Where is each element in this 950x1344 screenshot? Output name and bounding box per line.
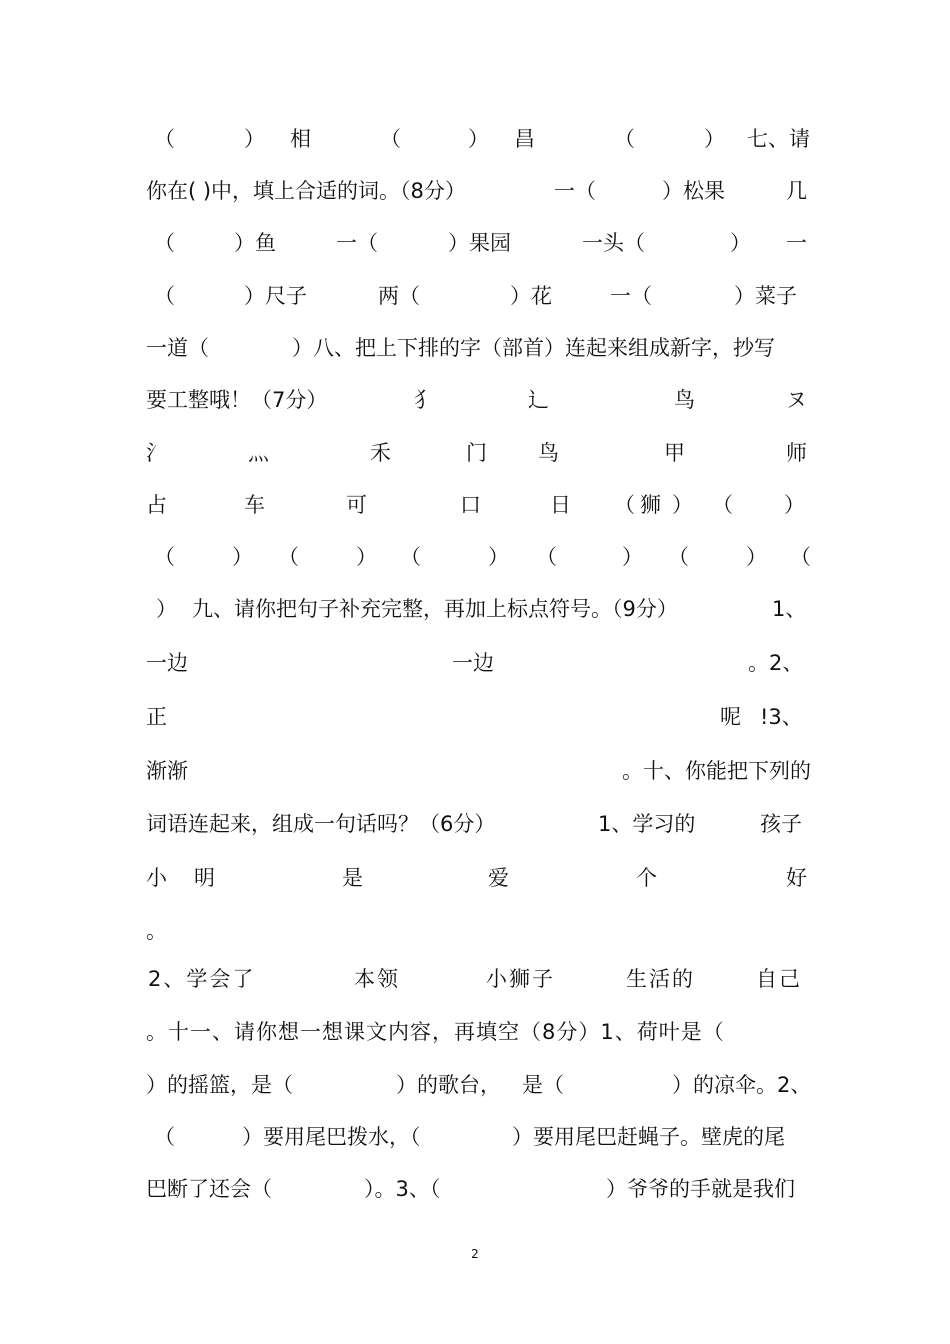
section-heading-10: 。十、你能把下列的 <box>622 759 811 783</box>
text-segment: !3、 <box>760 705 803 729</box>
bracket-open: （ <box>154 545 175 569</box>
text-segment: ）要用尾巴拨水，（ <box>242 1125 421 1149</box>
text-segment: 正 <box>146 705 167 729</box>
radical-char: 鸟 <box>538 441 559 465</box>
text-line-8 <box>146 488 806 522</box>
bracket-open: （ <box>668 545 689 569</box>
bracket-open: （ <box>380 127 401 151</box>
text-segment: ） <box>730 231 751 255</box>
text-segment: 小狮子 <box>486 967 555 991</box>
radical-char: 甲 <box>664 441 685 465</box>
bracket-open: （ <box>278 545 299 569</box>
section-heading-9: 九、请你把句子补充完整，再加上标点符号。（9分） <box>192 597 678 621</box>
text-segment: 个 <box>636 866 657 890</box>
radical-char: 禾 <box>370 441 391 465</box>
text-line-9 <box>146 540 811 574</box>
text-segment: ）爷爷的手就是我们 <box>606 1177 795 1201</box>
text-segment: 几 <box>786 179 807 203</box>
text-segment: ）尺子 <box>244 284 307 308</box>
text-segment: ）松果 <box>662 179 725 203</box>
text-segment: 一道（ <box>146 336 209 360</box>
text-segment: ）花 <box>510 284 552 308</box>
text-segment: 爱 <box>488 866 509 890</box>
bracket-open: （ <box>790 545 811 569</box>
text-segment: ）菜子 <box>734 284 797 308</box>
text-segment: 一边 <box>146 651 188 675</box>
text-segment: 要工整哦！（7分） <box>146 388 328 412</box>
section-heading-11: 。十一、请你想一想课文内容，再填空（8分）1、荷叶是（ <box>146 1020 725 1044</box>
text-segment: 一头（ <box>582 231 645 255</box>
radical-char: 犭 <box>414 388 435 412</box>
text-segment: 是（ <box>522 1073 564 1097</box>
bracket-close: ） <box>156 597 177 621</box>
radical-char: 师 <box>786 441 807 465</box>
text-line-5 <box>146 331 806 365</box>
bracket-open: （ <box>712 493 733 517</box>
text-segment: 是 <box>342 866 363 890</box>
text-segment: 。 <box>146 919 167 943</box>
text-segment: ）。3、（ <box>364 1177 441 1201</box>
text-line-11 <box>146 646 806 680</box>
text-segment: 你在( )中，填上合适的词。（8分） <box>146 179 466 203</box>
text-segment: ）的摇篮，是（ <box>146 1073 293 1097</box>
bracket-open: （ <box>614 493 635 517</box>
text-line-10 <box>146 592 806 626</box>
text-segment: （ <box>154 284 175 308</box>
text-segment: 。2、 <box>748 651 804 675</box>
bracket-close: ） <box>232 545 253 569</box>
text-segment: 一（ <box>336 231 378 255</box>
text-segment: 2、学会了 <box>148 967 256 991</box>
radical-char: 口 <box>460 493 481 517</box>
text-line-12 <box>146 700 806 734</box>
text-segment: 一边 <box>452 651 494 675</box>
section-heading-8: ）八、把上下排的字（部首）连起来组成新字，抄写 <box>292 336 775 360</box>
text-segment: 两（ <box>378 284 420 308</box>
text-segment: ）鱼 <box>234 231 276 255</box>
example-answer: 狮 <box>640 493 661 517</box>
radical-char: 氵 <box>146 441 167 465</box>
text-segment: 自己 <box>756 967 802 991</box>
bracket-close: ） <box>468 127 489 151</box>
radical-char: 灬 <box>248 441 269 465</box>
bracket-close: ） <box>704 127 725 151</box>
bracket-close: ） <box>622 545 643 569</box>
text-line-15 <box>146 861 806 895</box>
radical-char: 辶 <box>528 388 549 412</box>
bracket-close: ） <box>672 493 693 517</box>
text-segment: 本领 <box>354 967 400 991</box>
text-line-4 <box>146 279 806 313</box>
text-segment: 明 <box>194 866 215 890</box>
text-line-21 <box>146 1172 806 1206</box>
text-segment: （ <box>154 231 175 255</box>
text-line-19 <box>146 1068 812 1102</box>
text-line-7 <box>146 436 806 470</box>
radical-char: ヌ <box>786 388 807 412</box>
bracket-close: ） <box>488 545 509 569</box>
text-segment: ）果园 <box>448 231 511 255</box>
text-line-17 <box>146 962 806 996</box>
text-segment: 一（ <box>554 179 596 203</box>
bracket-open: （ <box>536 545 557 569</box>
text-segment: 昌 <box>514 127 535 151</box>
section-heading-7: 七、请 <box>747 127 810 151</box>
bracket-open: （ <box>154 127 175 151</box>
text-line-2 <box>146 174 806 208</box>
text-segment: 一（ <box>610 284 652 308</box>
text-segment: 生活的 <box>626 967 695 991</box>
text-segment: 呢 <box>720 705 741 729</box>
text-segment: ）要用尾巴赶蝇子。壁虎的尾 <box>512 1125 785 1149</box>
text-segment: ）的凉伞。2、 <box>672 1073 812 1097</box>
text-segment: 孩子 <box>760 812 802 836</box>
text-segment: 渐渐 <box>146 759 188 783</box>
text-segment: （ <box>154 1125 175 1149</box>
bracket-close: ） <box>784 493 805 517</box>
radical-char: 可 <box>346 493 367 517</box>
radical-char: 日 <box>550 493 571 517</box>
bracket-open: （ <box>400 545 421 569</box>
text-segment: 一 <box>786 231 807 255</box>
radical-char: 门 <box>466 441 487 465</box>
text-line-16 <box>146 914 806 948</box>
text-segment: 1、学习的 <box>598 812 696 836</box>
radical-char: 占 <box>146 493 167 517</box>
text-segment: ）的歌台， <box>396 1073 501 1097</box>
text-segment: 1、 <box>772 597 807 621</box>
bracket-open: （ <box>614 127 635 151</box>
text-segment: 好 <box>786 866 807 890</box>
radical-char: 鸟 <box>674 388 695 412</box>
text-line-20 <box>146 1120 806 1154</box>
radical-char: 车 <box>244 493 265 517</box>
text-line-18 <box>146 1015 806 1049</box>
text-line-14 <box>146 807 806 841</box>
bracket-close: ） <box>746 545 767 569</box>
text-line-3 <box>146 226 806 260</box>
text-segment: 相 <box>290 127 311 151</box>
page-number: 2 <box>471 1247 479 1261</box>
text-segment: 词语连起来，组成一句话吗？（6分） <box>146 812 496 836</box>
text-segment: 小 <box>146 866 167 890</box>
text-line-1 <box>146 122 810 156</box>
text-line-13 <box>146 754 811 788</box>
text-line-6 <box>146 383 806 417</box>
text-segment: 巴断了还会（ <box>146 1177 272 1201</box>
bracket-close: ） <box>244 127 265 151</box>
bracket-close: ） <box>356 545 377 569</box>
